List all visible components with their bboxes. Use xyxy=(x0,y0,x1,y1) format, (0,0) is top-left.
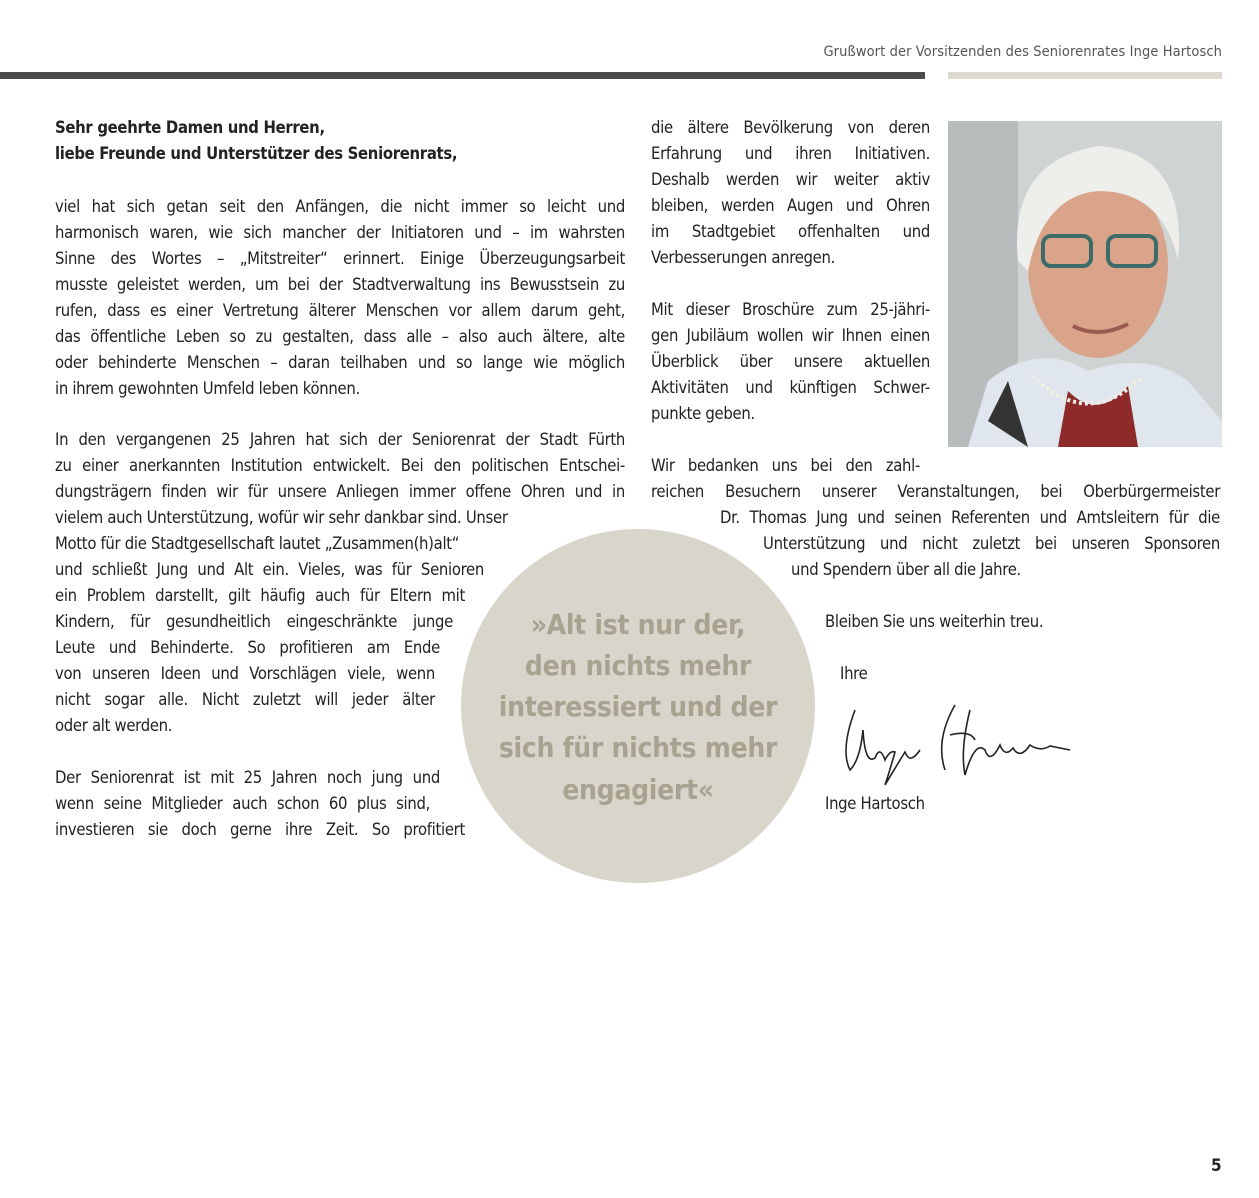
text-line: Der Seniorenrat ist mit 25 Jahren noch jung und xyxy=(55,768,440,787)
text-line: Leute und Behinderte. So profitieren am Ende xyxy=(55,638,440,657)
text-line: Dr. Thomas Jung und seinen Referenten und Amtsleitern für die xyxy=(720,508,1220,527)
text-line: Ihre xyxy=(840,664,868,683)
text-line: und Spendern über all die Jahre. xyxy=(791,560,1021,579)
text-line: Bleiben Sie uns weiterhin treu. xyxy=(825,612,1044,631)
text-line: harmonisch waren, wie sich mancher der Initiatoren und – im wahrsten xyxy=(55,223,625,242)
pull-quote-line: »Alt ist nur der, xyxy=(530,608,746,641)
text-line: Unterstützung und nicht zuletzt bei unseren Sponsoren xyxy=(763,534,1220,553)
text-line: Erfahrung und ihren Initiativen. xyxy=(651,144,930,163)
text-line: gen Jubiläum wollen wir Ihnen einen xyxy=(651,326,930,345)
text-line: rufen, dass es einer Vertretung älterer Menschen vor allem darum geht, xyxy=(55,301,625,320)
text-line: oder behinderte Menschen – daran teilhaben und so lange wie möglich xyxy=(55,353,625,372)
text-line: Deshalb werden wir weiter aktiv xyxy=(651,170,930,189)
pull-quote-line: interessiert und der xyxy=(498,690,778,723)
handwritten-signature xyxy=(835,690,1075,790)
page-number: 5 xyxy=(1211,1156,1222,1176)
text-line: Sinne des Wortes – „Mitstreiter“ erinnert. Einige Überzeugungsarbeit xyxy=(55,249,625,268)
text-line: bleiben, werden Augen und Ohren xyxy=(651,196,930,215)
text-line: wenn seine Mitglieder auch schon 60 plus sind, xyxy=(55,794,430,813)
text-line: und schließt Jung und Alt ein. Vieles, was für Senioren xyxy=(55,560,484,579)
text-line: Sehr geehrte Damen und Herren, xyxy=(55,118,325,137)
text-line: Mit dieser Broschüre zum 25-jähri- xyxy=(651,300,930,319)
text-line: investieren sie doch gerne ihre Zeit. So profitiert xyxy=(55,820,465,839)
text-line: reichen Besuchern unserer Veranstaltungen, bei Oberbürgermeister xyxy=(651,482,1220,501)
text-line: Aktivitäten und künftigen Schwer- xyxy=(651,378,930,397)
text-line: viel hat sich getan seit den Anfängen, die nicht immer so leicht und xyxy=(55,197,625,216)
pull-quote-line: den nichts mehr xyxy=(524,649,752,682)
pull-quote-line: engagiert« xyxy=(562,773,714,806)
text-line: die ältere Bevölkerung von deren xyxy=(651,118,930,137)
text-line: punkte geben. xyxy=(651,404,755,423)
text-line: Motto für die Stadtgesellschaft lautet „Zusammen(h)alt“ xyxy=(55,534,460,553)
text-line: nicht sogar alle. Nicht zuletzt will jeder älter xyxy=(55,690,435,709)
header-rule-light xyxy=(948,72,1222,79)
text-line: das öffentliche Leben so zu gestalten, dass alle – also auch ältere, alte xyxy=(55,327,625,346)
text-line: oder alt werden. xyxy=(55,716,173,735)
header-rule-dark xyxy=(0,72,925,79)
text-line: Verbesserungen anregen. xyxy=(651,248,836,267)
pull-quote-line: sich für nichts mehr xyxy=(498,731,778,764)
text-line: in ihrem gewohnten Umfeld leben können. xyxy=(55,379,360,398)
text-line: musste geleistet werden, um bei der Stadtverwaltung ins Bewusstsein zu xyxy=(55,275,625,294)
text-line: von unseren Ideen und Vorschlägen viele, wenn xyxy=(55,664,435,683)
text-line: ein Problem darstellt, gilt häufig auch für Eltern mit xyxy=(55,586,465,605)
text-line: Inge Hartosch xyxy=(825,794,925,813)
text-line: dungsträgern finden wir für unsere Anliegen immer offene Ohren und in xyxy=(55,482,625,501)
text-line: zu einer anerkannten Institution entwickelt. Bei den politischen Entschei- xyxy=(55,456,625,475)
running-header: Grußwort der Vorsitzenden des Seniorenrates Inge Hartosch xyxy=(823,44,1222,60)
portrait-photo xyxy=(948,121,1222,447)
text-line: Überblick über unsere aktuellen xyxy=(651,352,930,371)
text-line: Kindern, für gesundheitlich eingeschränkte junge xyxy=(55,612,453,631)
text-line: vielem auch Unterstützung, wofür wir sehr dankbar sind. Unser xyxy=(55,508,508,527)
text-line: In den vergangenen 25 Jahren hat sich der Seniorenrat der Stadt Fürth xyxy=(55,430,625,449)
text-line: Wir bedanken uns bei den zahl- xyxy=(651,456,920,475)
text-line: liebe Freunde und Unterstützer des Seniorenrats, xyxy=(55,144,458,163)
text-line: im Stadtgebiet offenhalten und xyxy=(651,222,930,241)
